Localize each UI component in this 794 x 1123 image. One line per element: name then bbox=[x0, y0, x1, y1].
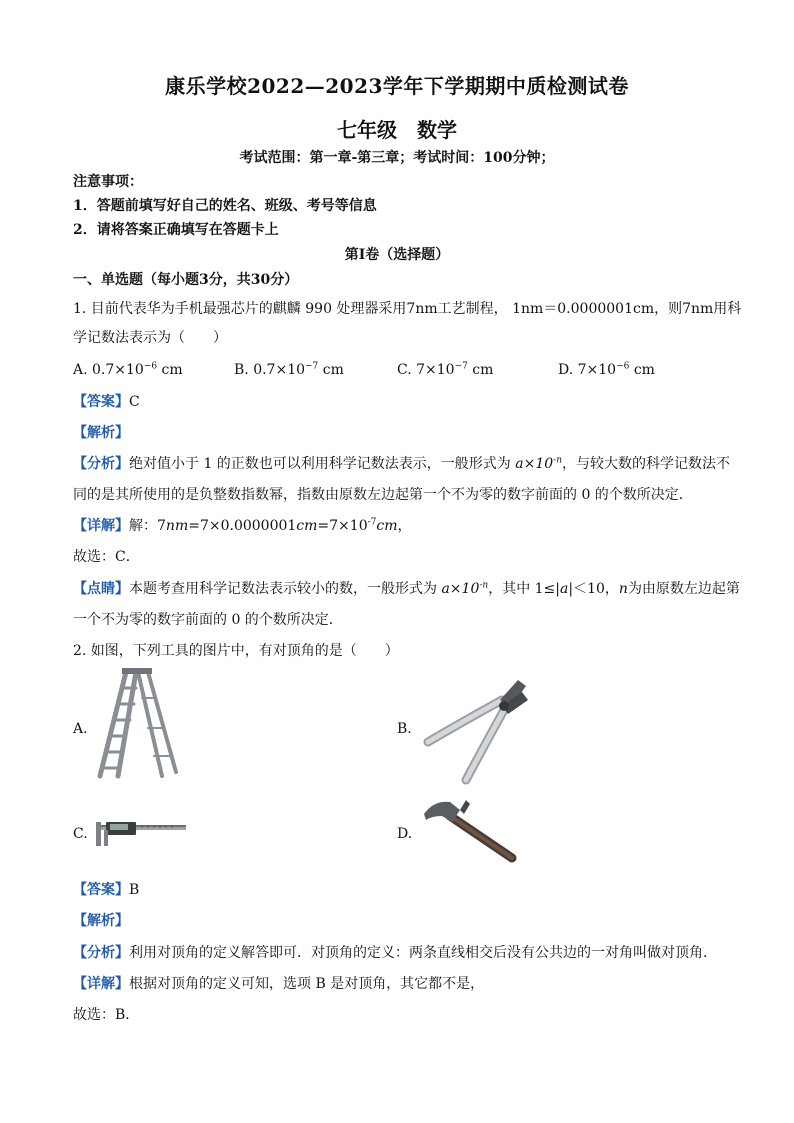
q2-stem: 2. 如图，下列工具的图片中，有对顶角的是（ ） bbox=[73, 643, 399, 659]
pliers-icon bbox=[422, 670, 534, 786]
q1-stem-line1: 1. 目前代表华为手机最强芯片的麒麟 990 处理器采用7nm工艺制程， 1nm＝0.0000001cm，则7nm用科 bbox=[73, 301, 742, 317]
q2-option-a-label: A. bbox=[73, 721, 88, 737]
caliper-icon bbox=[92, 816, 188, 850]
q1-option-a: A. $0.7\times 10^{-6}$ cm bbox=[73, 361, 183, 378]
exam-title: 康乐学校2022—2023学年下学期期中质检测试卷 bbox=[165, 74, 629, 98]
note-item-1: 1．答题前填写好自己的姓名、班级、考号等信息 bbox=[73, 198, 377, 214]
q2-answer: 【答案】B bbox=[73, 882, 140, 898]
q2-option-c-label: C. bbox=[73, 826, 88, 842]
q1-option-c: C. $7\times 10^{-7}$ cm bbox=[397, 361, 494, 378]
q1-analysis-tag: 【解析】 bbox=[73, 425, 129, 441]
q1-dianjing-line2: 一个不为零的数字前面的 0 的个数所决定． bbox=[73, 612, 343, 628]
q1-xiangjie: 【详解】解：$7nm=7\times 0.0000001cm=7\times 10^{-7}cm$， bbox=[73, 517, 412, 534]
q1-option-d: D. $7\times 10^{-6}$ cm bbox=[558, 361, 655, 378]
notes-heading: 注意事项： bbox=[73, 174, 143, 190]
q1-answer: 【答案】C bbox=[73, 394, 140, 410]
q1-fenxi-line2: 同的是其所使用的是负整数指数幂，指数由原数左边起第一个不为零的数字前面的 0 的个数所决定． bbox=[73, 487, 693, 503]
q2-analysis-tag: 【解析】 bbox=[73, 913, 129, 929]
q1-dianjing-line1: 【点睛】本题考查用科学记数法表示较小的数，一般形式为 $a\times 10^{-n}$，其中 1≤|a|＜10，n为由原数左边起第 bbox=[73, 580, 740, 597]
ladder-icon bbox=[94, 668, 180, 780]
part-heading: 一、单选题（每小题3分，共30分） bbox=[73, 272, 299, 288]
q2-option-d-label: D. bbox=[397, 826, 413, 842]
exam-subtitle: 七年级 数学 bbox=[337, 118, 457, 142]
note-item-2: 2．请将答案正确填写在答题卡上 bbox=[73, 222, 279, 238]
hammer-icon bbox=[420, 796, 520, 868]
q2-option-b-label: B. bbox=[397, 721, 412, 737]
q2-fenxi: 【分析】利用对顶角的定义解答即可．对顶角的定义：两条直线相交后没有公共边的一对角叫做对顶角． bbox=[73, 945, 717, 961]
volume-heading: 第Ⅰ卷（选择题） bbox=[344, 247, 450, 263]
q1-choose: 故选：C． bbox=[73, 549, 140, 565]
q1-fenxi-line1: 【分析】绝对值小于 1 的正数也可以利用科学记数法表示，一般形式为 $a\times 10^{-n}$，与较大数的科学记数法不 bbox=[73, 455, 731, 472]
q1-stem-line2: 学记数法表示为（ ） bbox=[73, 330, 227, 346]
q2-choose: 故选：B． bbox=[73, 1007, 140, 1023]
q1-option-b: B. $0.7\times 10^{-7}$ cm bbox=[234, 361, 344, 378]
q2-xiangjie: 【详解】根据对顶角的定义可知，选项 B 是对顶角，其它都不是， bbox=[73, 976, 485, 992]
exam-scope: 考试范围：第一章-第三章；考试时间：100分钟； bbox=[239, 150, 555, 166]
